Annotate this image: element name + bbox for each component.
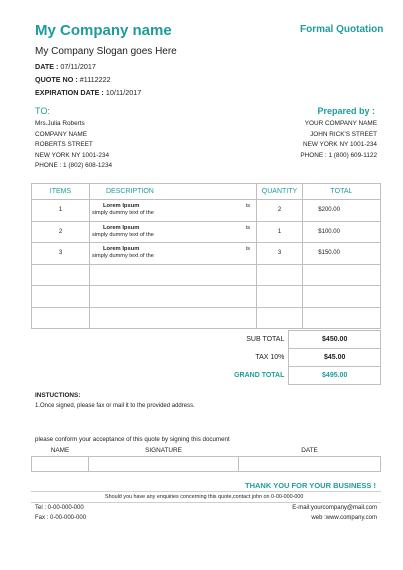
empty-row: [32, 264, 381, 286]
subtotal-row: [230, 331, 381, 349]
sender-address: [270, 119, 377, 161]
item-number: 1: [32, 200, 90, 222]
signature-label: SIGNATURE: [145, 446, 182, 454]
address-line: ROBERTS STREET: [35, 141, 93, 148]
expiration-label: EXPIRATION DATE :: [35, 88, 104, 97]
quote-value: #1112222: [79, 75, 111, 84]
tax-value: $45.00: [289, 349, 381, 367]
footer-divider: [31, 491, 381, 492]
date-line: [35, 62, 96, 71]
thank-you-text: THANK YOU FOR YOUR BUSINESS !: [245, 481, 376, 490]
items-table: [31, 183, 381, 329]
to-heading: TO:: [35, 106, 50, 116]
item-quantity: 3: [257, 243, 303, 265]
date-field[interactable]: [239, 457, 381, 472]
item-subtext: simply dummy text of the: [92, 253, 154, 259]
col-header-description: DESCRIPTION: [90, 184, 257, 200]
tax-row: [230, 349, 381, 367]
item-suffix: is: [245, 224, 250, 231]
totals-table: [230, 330, 381, 385]
item-quantity: 1: [257, 221, 303, 243]
item-suffix: is: [245, 246, 250, 252]
enquiry-text: Should you have any enquiries concerning this quote,contact john on 0-00-000-000: [105, 494, 304, 500]
item-number: 3: [32, 243, 90, 265]
item-description: [90, 243, 257, 265]
address-line: YOUR COMPANY NAME: [304, 120, 377, 127]
footer-contact-right: [270, 504, 377, 523]
confirmation-text: please conform your acceptance of this quote by signing this document: [35, 436, 230, 443]
address-line: PHONE : 1 (802) 608-1234: [35, 162, 113, 169]
footer-contact-left: [35, 504, 86, 523]
document-type: Formal Quotation: [300, 24, 384, 35]
instructions-text: 1.Once signed, please fax or mail it to the provided address.: [35, 403, 195, 409]
item-suffix: is: [245, 203, 250, 209]
item-subtext: simply dummy text of the: [92, 210, 154, 216]
item-title: Lorem Ipsum: [103, 224, 140, 231]
prepared-by-heading: Prepared by :: [317, 106, 375, 116]
item-title: Lorem Ipsum: [103, 246, 140, 252]
email-text: E-mail:yourcompany@mail.com: [292, 505, 377, 511]
company-name: My Company name: [35, 22, 172, 39]
signature-table: [31, 444, 381, 472]
expiration-value: 10/11/2017: [105, 88, 142, 97]
footer-divider: [31, 502, 381, 503]
date-value: 07/11/2017: [60, 62, 96, 71]
web-text: web :www.company.com: [311, 514, 377, 521]
date-label-sig: DATE: [301, 446, 318, 454]
address-line: NEW YORK NY 1001-234: [302, 141, 377, 148]
address-line: NEW YORK NY 1001-234: [35, 151, 110, 159]
subtotal-value: $450.00: [289, 331, 381, 349]
item-subtext: simply dummy text of the: [92, 231, 154, 238]
fax-text: Fax : 0-00-000-000: [35, 514, 87, 521]
address-line: JOHN RICK'S STREET: [310, 130, 377, 138]
grand-total-row: [230, 367, 381, 385]
col-header-items: ITEMS: [32, 184, 90, 200]
name-field[interactable]: [32, 457, 89, 472]
table-row: [32, 221, 381, 243]
item-quantity: 2: [257, 200, 303, 222]
grand-total-value: $495.00: [289, 367, 381, 385]
item-description: [90, 200, 257, 222]
signature-field[interactable]: [89, 457, 239, 472]
name-label: NAME: [50, 446, 70, 454]
items-header-row: [32, 184, 381, 200]
table-row: [32, 243, 381, 265]
date-label: DATE :: [35, 62, 59, 71]
item-title: Lorem Ipsum: [103, 203, 140, 209]
tel-text: Tel : 0-00-000-000: [35, 505, 84, 511]
item-number: 2: [32, 221, 90, 243]
table-row: [32, 200, 381, 222]
quote-line: [35, 75, 111, 84]
company-slogan: My Company Slogan goes Here: [35, 46, 177, 57]
subtotal-label: SUB TOTAL: [246, 336, 285, 343]
instructions-heading: INSTUCTIONS:: [35, 392, 81, 399]
expiration-line: [35, 88, 141, 97]
item-total: $150.00: [303, 243, 381, 265]
recipient-address: [35, 119, 112, 172]
col-header-quantity: QUANTITY: [257, 184, 303, 200]
grand-total-label: GRAND TOTAL: [234, 372, 285, 379]
signature-header-row: [32, 444, 381, 457]
quote-label: QUOTE NO :: [35, 75, 78, 84]
tax-label: TAX 10%: [255, 354, 285, 361]
address-line: PHONE : 1 (800) 609-1122: [300, 151, 377, 159]
empty-row: [32, 286, 381, 308]
col-header-total: TOTAL: [303, 184, 381, 200]
item-total: $200.00: [303, 200, 381, 222]
address-line: Mrs.Julia Roberts: [35, 120, 85, 127]
signature-input-row: [32, 457, 381, 472]
item-description: [90, 221, 257, 243]
item-total: $100.00: [303, 221, 381, 243]
address-line: COMPANY NAME: [35, 130, 87, 138]
empty-row: [32, 307, 381, 329]
